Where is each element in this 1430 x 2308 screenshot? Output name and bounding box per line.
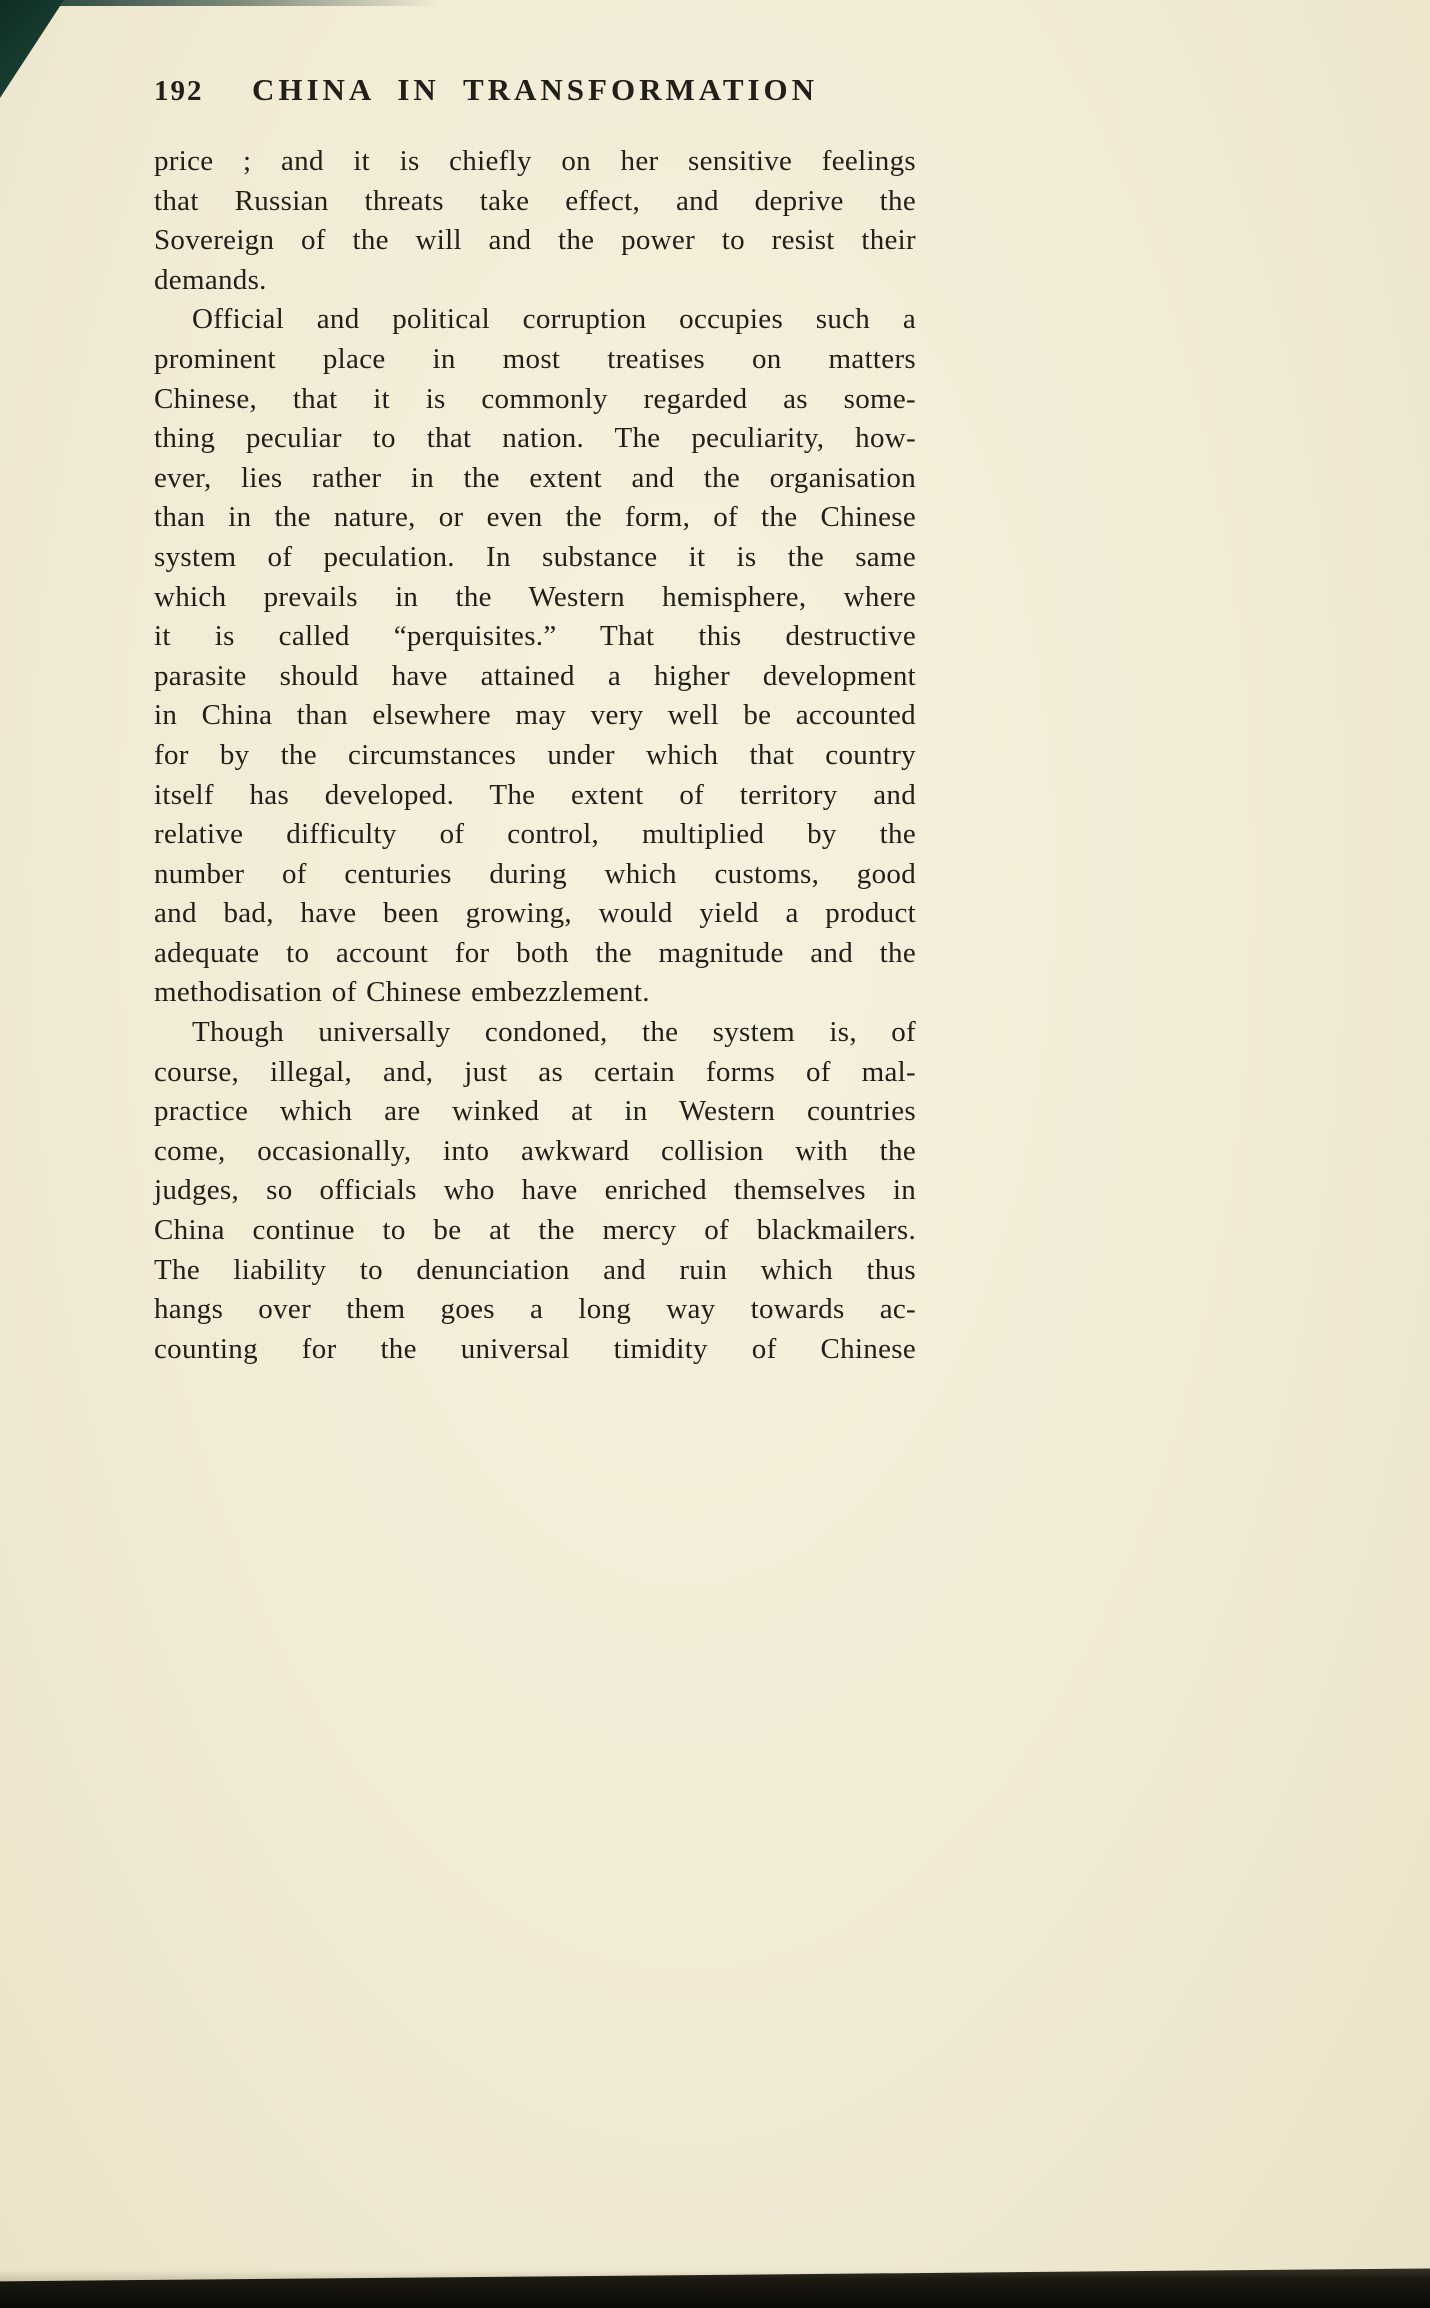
text-line: and bad, have been growing, would yield a product xyxy=(154,897,916,930)
text-line: The liability to denunciation and ruin which thus xyxy=(154,1253,916,1286)
paragraph xyxy=(154,1013,916,1369)
text-line: ever, lies rather in the extent and the organisation xyxy=(154,461,916,494)
text-line: in China than elsewhere may very well be accounted xyxy=(154,699,916,732)
paragraph xyxy=(154,300,916,1013)
paragraph xyxy=(154,142,916,300)
text-line: for by the circumstances under which that country xyxy=(154,738,916,771)
book-cover-bottom-edge xyxy=(0,2262,1430,2308)
text-line: come, occasionally, into awkward collision with the xyxy=(154,1134,916,1167)
text-line: number of centuries during which customs, good xyxy=(154,857,916,890)
text-line: which prevails in the Western hemisphere, where xyxy=(154,580,916,613)
text-line: China continue to be at the mercy of blackmailers. xyxy=(154,1214,916,1247)
text-line: adequate to account for both the magnitude and the xyxy=(154,936,916,969)
book-cover-top-edge xyxy=(0,0,440,6)
text-line: relative difficulty of control, multiplied by the xyxy=(154,818,916,851)
page-header xyxy=(154,72,916,116)
text-line: Sovereign of the will and the power to resist their xyxy=(154,224,916,257)
text-line: thing peculiar to that nation. The peculiarity, how- xyxy=(154,422,916,455)
page-title: CHINA IN TRANSFORMATION xyxy=(251,72,819,107)
text-line: hangs over them goes a long way towards ac- xyxy=(154,1293,916,1326)
text-line: Chinese, that it is commonly regarded as some- xyxy=(154,382,916,415)
text-line: methodisation of Chinese embezzlement. xyxy=(154,976,650,1009)
book-cover-corner-mark xyxy=(0,0,64,98)
page-number: 192 xyxy=(154,75,204,107)
text-line: Though universally condoned, the system is, of xyxy=(192,1016,916,1049)
text-line: counting for the universal timidity of Chinese xyxy=(154,1332,916,1365)
text-line: Official and political corruption occupies such a xyxy=(192,303,916,336)
text-line: itself has developed. The extent of territory and xyxy=(154,778,916,811)
text-line: judges, so officials who have enriched themselves in xyxy=(154,1174,916,1207)
text-line: that Russian threats take effect, and deprive the xyxy=(154,184,916,217)
page-body xyxy=(154,142,916,1369)
text-line: it is called “perquisites.” That this destructive xyxy=(154,620,916,653)
text-line: system of peculation. In substance it is the same xyxy=(154,540,916,573)
text-line: practice which are winked at in Western countries xyxy=(154,1095,916,1128)
text-line: parasite should have attained a higher development xyxy=(154,659,916,692)
text-line: than in the nature, or even the form, of the Chinese xyxy=(154,501,916,534)
text-line: course, illegal, and, just as certain forms of mal- xyxy=(154,1055,916,1088)
text-line: demands. xyxy=(154,263,267,296)
text-block xyxy=(154,72,916,1369)
text-line: price ; and it is chiefly on her sensitive feelings xyxy=(154,145,916,177)
text-line: prominent place in most treatises on matters xyxy=(154,342,916,375)
